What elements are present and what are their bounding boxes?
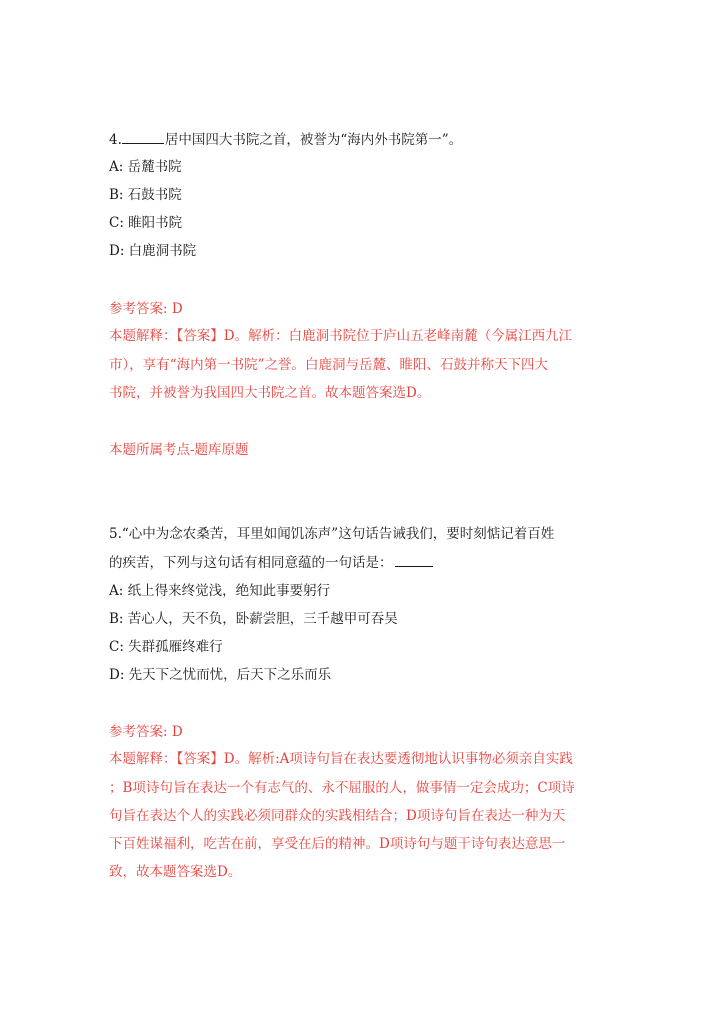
q5-explanation-line: 致，故本题答案选D。 — [109, 864, 242, 880]
q5-option-d: D: 先天下之忧而忧，后天下之乐而乐 — [109, 667, 332, 683]
q4-answer: 参考答案: D — [109, 301, 183, 317]
q5-option-b: B: 苦心人，天不负，卧薪尝胆，三千越甲可吞吴 — [109, 611, 398, 627]
q5-answer-blank — [395, 552, 433, 567]
q5-option-a: A: 纸上得来终觉浅，绝知此事要躬行 — [109, 583, 331, 599]
q4-answer-blank — [122, 129, 164, 144]
q4-explanation-line: 市），享有“海内第一书院”之誉。白鹿洞与岳麓、睢阳、石鼓并称天下四大 — [109, 357, 549, 373]
q5-stem-line — [109, 524, 609, 544]
q5-stem-line — [109, 552, 609, 572]
q4-explanation-line: 书院，并被誉为我国四大书院之首。故本题答案选D。 — [109, 385, 431, 401]
q4-number: 4. — [109, 132, 122, 148]
q4-explanation-line: 本题解释：【答案】D。解析：白鹿洞书院位于庐山五老峰南麓（今属江西九江 — [109, 328, 573, 344]
q5-number: 5. — [109, 526, 122, 542]
q5-answer: 参考答案: D — [109, 724, 183, 740]
q4-topic: 本题所属考点-题库原题 — [109, 442, 249, 458]
q5-explanation-line: 句旨在表达个人的实践必须同群众的实践相结合；D项诗句旨在表达一种为天 — [109, 808, 566, 824]
q5-option-c: C: 失群孤雁终难行 — [109, 639, 223, 655]
q5-stem-text: “心中为念农桑苦，耳里如闻饥冻声”这句话告诫我们，要时刻惦记着百姓 — [121, 526, 555, 542]
q4-option-c: C: 睢阳书院 — [109, 215, 183, 231]
q5-explanation-line: 本题解释：【答案】D。解析:A项诗句旨在表达要透彻地认识事物必须亲自实践 — [109, 751, 573, 767]
q5-explanation-line: 下百姓谋福利，吃苦在前，享受在后的精神。D项诗句与题干诗句表达意思一 — [109, 836, 566, 852]
q4-stem-text: 居中国四大书院之首，被誉为“海内外书院第一”。 — [164, 132, 463, 148]
q5-explanation-line: ；B项诗句旨在表达一个有志气的、永不屈服的人，做事情一定会成功；C项诗 — [109, 780, 575, 796]
q5-stem-text: 的疾苦，下列与这句话有相同意蕴的一句话是： — [109, 555, 393, 571]
q4-option-b: B: 石鼓书院 — [109, 187, 182, 203]
q4-stem — [109, 129, 609, 149]
q4-option-d: D: 白鹿洞书院 — [109, 243, 197, 259]
q4-option-a: A: 岳麓书院 — [109, 159, 182, 175]
